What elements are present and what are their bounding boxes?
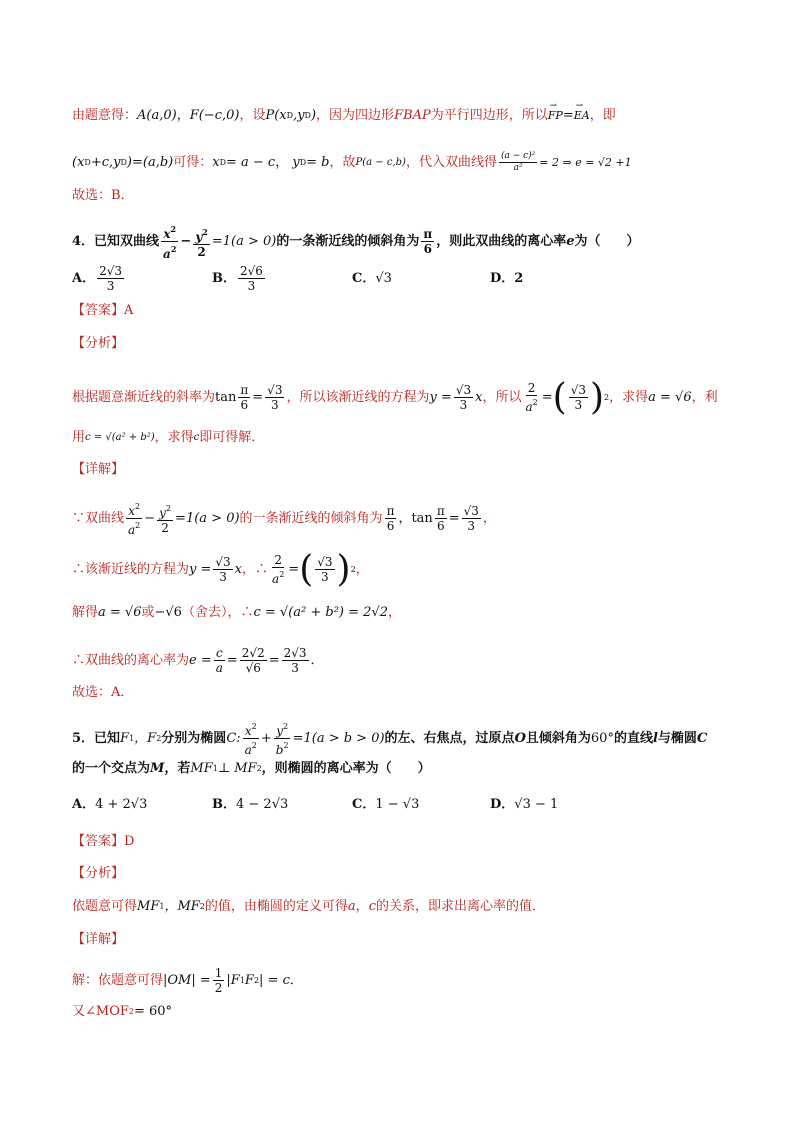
math-P: P(x [265,108,287,123]
fraction-pi-6: $\frac{\pi}{6}$ [423,227,433,256]
text: ，代入双曲线得 [405,154,497,170]
math: |F [226,972,240,988]
text: ，求得 [609,389,649,405]
text: 与椭圆 [657,730,697,746]
text: ． [310,652,324,668]
math: MF [137,899,160,914]
text: = [562,108,574,123]
fraction: $\frac{1}{2}$ [214,966,223,995]
text: ∴双曲线的离心率为 [72,652,190,668]
fraction: $\frac{c}{a}$ [215,646,223,675]
q5-detail-line-2: 又∠MOF 2 = 60° [72,1004,173,1019]
text: ，因为四边形 [316,108,395,123]
math-F: F(−c,0) [189,108,240,123]
q4-analysis-line-1: 根据题意渐近线的斜率为 tan $\frac{\pi}{6}$ = $\frac{√3}{3}$ ，所以该渐近线的方程为 y = $\frac{√3}{3}$ x ，所以 $\frac{2}{a^2}$ = ( $\frac{√3}{3}$ ) 2 ，求得 a = √6 ，利 [72,376,718,418]
fraction: $\frac{y^2}{b^2}$ [275,722,289,757]
q4-answer [72,302,734,320]
option-value: 4 + 2√3 [95,797,148,812]
q5-option-b[interactable] [212,796,352,814]
text: ，求得 [154,430,194,445]
text: ，∴ [242,561,269,577]
denominator: 3 [106,279,115,293]
vector-EA: ⇀ EA [574,107,590,125]
math: | = c [259,972,290,988]
math: a = √6 [98,605,142,620]
math: e [566,233,575,249]
option-label: A． [72,270,96,286]
text: 为（ ） [574,233,640,249]
text: 分别为椭圆 [161,730,227,746]
math-P3: ) [310,108,317,123]
answer-value: A [124,303,134,318]
q4-option-d[interactable] [490,270,523,288]
numerator: 2√6 [240,264,263,278]
q4-detail-line-3 [72,604,734,622]
text: 的直线 [613,730,653,746]
option-label: C． [352,270,376,286]
text: ，则此双曲线的离心率 [436,233,567,249]
prev-solution-line-2: (x D +c,y D )=(a,b) 可得： x D = a − c ， y D = b ，故 P(a − c,b) ，代入双曲线得 $\frac{\text{(a − c)²}}{\text{a²}}$ = 2 ⇒ e = √2 +1 [72,151,632,173]
fraction: $\frac{2}{a^2}$ [272,553,285,586]
text: 的左、右焦点，过原点 [384,730,515,746]
math: c [368,899,376,914]
option-value: 1 − √3 [375,797,420,812]
option-label: B． [212,797,236,812]
math: y [292,154,300,170]
option-value: 4 − 2√3 [236,797,289,812]
q4-detail-tag: 【详解】 [72,462,125,477]
text: 的值，由椭圆的定义可得 [204,899,348,914]
math: 又∠MOF [72,1004,129,1019]
option-label: B． [212,270,236,286]
fraction: $\frac{√3}{3}$ [317,555,333,584]
q4-option-a[interactable] [72,264,212,293]
math: =1(a > 0) [211,233,277,249]
fraction: $\frac{y^2}{2}$ [195,226,208,259]
option-value: 2 [514,270,524,286]
text: ． [289,972,303,988]
fraction [499,151,537,174]
math: x [212,154,220,170]
text: 根据题意渐近线的斜率为 [72,389,216,405]
text: 或 [141,605,155,620]
text: ， [387,605,401,620]
q5-answer [72,833,734,851]
text: ，设 [239,108,266,123]
q4-analysis-line-2 [72,429,734,447]
math: ⊥ MF [217,761,257,776]
text: ，故 [329,154,356,170]
denominator: 3 [247,279,256,293]
text: 的一条渐近线的倾斜角为 [239,510,383,526]
prev-conclusion: 故选：B． [72,188,134,203]
fraction: $\frac{2√2}{√6}$ [241,646,265,675]
q4-detail-line-1: ∵双曲线 $\frac{x^2}{a^2}$ − $\frac{y^2}{2}$ =1(a > 0) 的一条渐近线的倾斜角为 $\frac{\pi}{6}$ ，tan $\frac{\pi}{6}$ = $\frac{√3}{3}$ ， [72,502,496,537]
math: ，F [134,730,157,746]
text: 为平行四边形，所以 [430,108,548,123]
q4-analysis-tag: 【分析】 [72,336,125,351]
fraction: $\frac{\pi}{6}$ [386,504,395,533]
fraction: $\frac{x^2}{a^2}$ [163,224,177,261]
math: (x [72,154,85,170]
math: MF [190,761,213,776]
text: 由题意得： [72,108,138,123]
math-A: A(a,0) [137,108,177,123]
numerator: (a − c)² [500,151,536,161]
vector-FP: ⇀ FP [548,107,563,125]
text: 4．已知双曲线 [72,233,160,249]
fraction: $\frac{√3}{3}$ [215,555,231,584]
option-value: √3 [375,270,392,286]
text: ，所以该渐近线的方程为 [286,389,430,405]
math: 60° [590,730,614,746]
q5-option-c[interactable] [352,796,490,814]
fraction: $\frac{y^2}{2}$ [159,504,172,535]
fraction [97,264,124,293]
q5-stem-line-1: 5．已知 F 1 ，F 2 分别为椭圆 C: $\frac{x^2}{a^2}$ + $\frac{y^2}{b^2}$ =1(a > b > 0) 的左、右焦点，过原点 O 且倾斜角为 60° 的直线 l 与椭圆 C [72,722,708,757]
text: 5．已知 [72,730,121,746]
text: ， [482,510,496,526]
math: O [514,730,526,746]
text: 用 [72,430,86,445]
text: ，若 [164,761,191,776]
numerator: 2√3 [99,264,123,278]
answer-tag: 【答案】 [72,303,125,318]
q4-option-b[interactable] [212,264,352,293]
q5-options [72,796,734,814]
fraction: $\frac{x^2}{a^2}$ [128,502,141,537]
math: )=(a,b) [126,154,174,170]
math: a [347,899,356,914]
q4-options [72,264,734,293]
fraction: $\frac{2}{a^2}$ [525,381,538,414]
q4-conclusion: 故选：A． [72,685,134,700]
fraction: $\frac{x^2}{a^2}$ [244,722,257,757]
fraction: $\frac{√3}{3}$ [463,504,479,533]
math: F [244,972,254,988]
text: ∴该渐近线的方程为 [72,561,190,577]
math: c [193,432,200,443]
q5-detail-line-1: 解：依题意可得 |OM| = $\frac{1}{2}$ |F 1 F 2 | = c ． [72,966,303,995]
q4-option-c[interactable] [352,270,490,288]
text: 依题意可得 [72,899,138,914]
math-P2: ,y [293,108,305,123]
fraction: $\frac{√3}{3}$ [267,383,283,412]
fraction: $\frac{√3}{3}$ [570,383,586,412]
math: e = [189,652,212,668]
math: = b [306,154,330,170]
text: 解：依题意可得 [72,972,164,988]
math: = a − c [226,154,276,170]
fraction: $\frac{2√3}{3}$ [283,646,307,675]
math: C [696,730,708,746]
prev-solution-line-1: 由题意得： A(a,0) ， F(−c,0) ，设 P(x D ,y D ) ，因为四边形 FBAP 为平行四边形，所以 ⇀ FP = ⇀ EA ，即 [72,107,734,125]
math: c = √(a² + b²) [85,432,155,443]
math: C: [226,730,241,746]
text: ， [355,561,369,577]
text: 的关系，即求出离心率的值． [375,899,545,914]
fraction: $\frac{\pi}{6}$ [240,383,249,412]
math: a = √6 [648,389,692,405]
text: 解得 [72,605,99,620]
q5-option-a[interactable] [72,796,212,814]
option-label: D． [490,797,515,812]
text: ， [355,899,369,914]
math: −√6 [154,605,182,620]
q5-analysis-tag: 【分析】 [72,866,125,881]
fraction [238,264,265,293]
math: |OM| = [163,972,211,988]
text: ，所以 [482,389,522,405]
math: M [150,761,165,776]
option-label: C． [352,797,376,812]
q5-option-d[interactable] [490,796,558,814]
fraction: $\frac{\pi}{6}$ [436,504,445,533]
text: ，利 [691,389,718,405]
q4-stem: 4．已知双曲线 $\frac{x^2}{a^2}$ − $\frac{y^2}{2}$ =1(a > 0) 的一条渐近线的倾斜角为 $\frac{\pi}{6}$ ，则此双曲线的离心率 e 为（ ） [72,224,640,261]
q4-detail-line-4: ∴双曲线的离心率为 e = $\frac{c}{a}$ = $\frac{2√2}{√6}$ = $\frac{2√3}{3}$ ． [72,646,324,675]
q5-detail-tag: 【详解】 [72,932,125,947]
q5-stem-line-2: 的一个交点为 M ，若 MF 1 ⊥ MF 2 ，则椭圆的离心率为（ ） [72,761,431,776]
math: +c,y [90,154,121,170]
math: P(a − c,b) [355,156,406,168]
text: 可得： [173,154,213,170]
text: （舍去），∴ [181,605,254,620]
math: ，MF [164,899,200,914]
text: ，则椭圆的离心率为（ ） [261,761,431,776]
math: l [652,730,658,746]
text: 的一条渐近线的倾斜角为 [276,233,420,249]
answer-value: D [124,834,135,849]
math: = 2 ⇒ e = √2 +1 [539,155,632,169]
answer-tag: 【答案】 [72,834,125,849]
option-label: A． [72,797,96,812]
q4-detail-line-2: ∴该渐近线的方程为 y = $\frac{√3}{3}$ x ，∴ $\frac{2}{a^2}$ = ( $\frac{√3}{3}$ ) 2 ， [72,548,369,590]
text: 即可得解． [199,430,265,445]
text: ，即 [589,108,616,123]
math: = 60° [133,1004,173,1019]
text: ∵双曲线 [72,510,125,526]
math: c = √(a² + b²) = 2√2 [253,605,388,620]
text: 的一个交点为 [72,761,151,776]
math-quad: FBAP [394,108,431,123]
fraction: $\frac{√3}{3}$ [455,383,472,412]
math: =1(a > b > 0) [292,730,385,746]
text: 且倾斜角为 [525,730,591,746]
denominator: a² [513,163,523,173]
math: F [120,730,130,746]
option-label: D． [490,270,515,286]
option-value: √3 − 1 [514,797,559,812]
math: ，tan [398,510,433,526]
math: =1(a > 0) [175,510,240,526]
q5-analysis: 依题意可得 MF 1 ，MF 2 的值，由椭圆的定义可得 a ， c 的关系，即求出离心率的值． [72,899,545,914]
